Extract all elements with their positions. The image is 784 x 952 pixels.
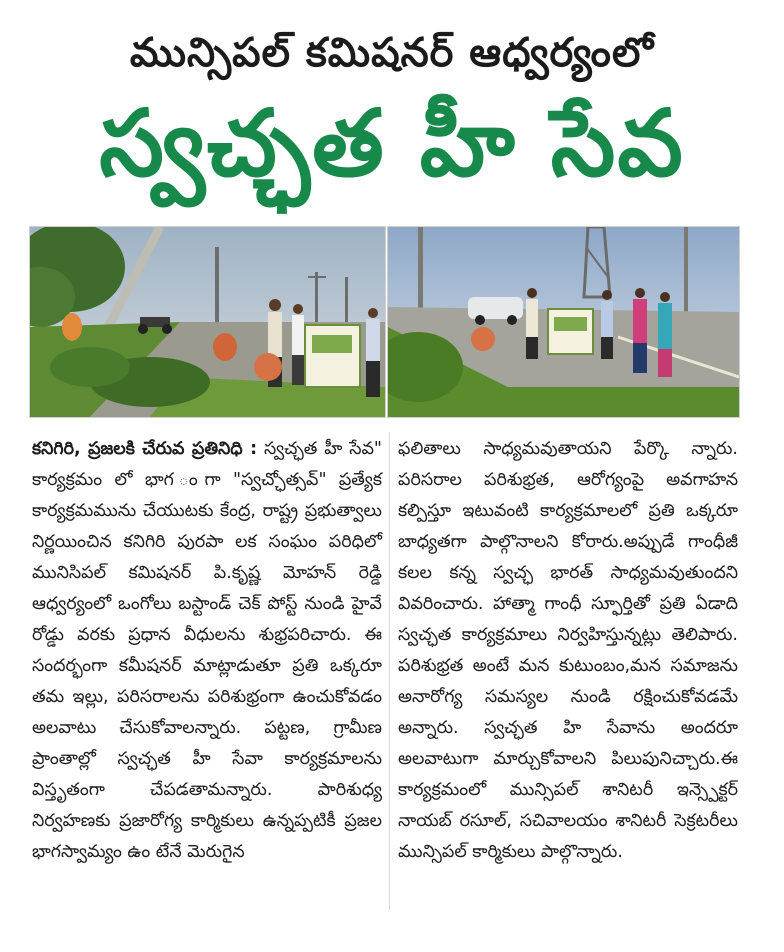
cleanup-photo-right: [387, 226, 740, 418]
article-kicker: మున్సిపల్ కమిషనర్ ఆధ్వర్యంలో: [129, 30, 655, 76]
cleanup-photo-left: [29, 226, 386, 418]
article-headline: స్వచ్ఛత హీ సేవ: [99, 90, 685, 197]
article-body-left: స్వచ్ఛత హీ సేవ" కార్యక్రమం లో భాగ ంగా "స్వచ్ఛోత్సవ్" ప్రత్యేక కార్యక్రమమును చేయుటకు కేంద్ర, రాష్ట్ర ప్రభుత్వాలు నిర్ణయించిన కనిగిరి పురపా లక సంఘం పరిధిలో మునిసిపల్ కమిషనర్ పి.కృష్ణ మోహన్ రెడ్డి ఆధ్వర్యంలో ఒంగోలు బస్టాండ్ చెక్ పోస్ట్ నుండి హైవే రోడ్డు వరకు ప్రధాన వీధులను శుభ్రపరిచారు. ఈ సందర్భంగా కమీషనర్ మాట్లాడుతూ ప్రతి ఒక్కరూ తమ ఇల్లు, పరిసరాలను పరిశుభ్రంగా ఉంచుకోవడం అలవాటు చేసుకోవాలన్నారు. పట్టణ, గ్రామీణ ప్రాంతాల్లో స్వచ్ఛత హీ సేవా కార్యక్రమాలను విస్తృతంగా చేపడతామన్నారు. పారిశుధ్య నిర్వహణకు ప్రజారోగ్య కార్మికులు ఉన్నప్పటికీ ప్రజల భాగస్వామ్యం ఉం టేనే మెరుగైన: [32, 439, 382, 862]
article-dateline: కనిగిరి, ప్రజలకి చేరువ ప్రతినిధి :: [32, 439, 258, 459]
article-column-left: [32, 434, 382, 868]
article-body-right: ఫలితాలు సాధ్యమవుతాయని పేర్కొ న్నారు. పరిసరాల పరిశుభ్రత, ఆరోగ్యంపై అవగాహన కల్పిస్తూ ఇటువంటి కార్యక్రమాలలో ప్రతి ఒక్కరూ బాధ్యతగా పాల్గొనాలని కోరారు.అప్పుడే గాంధీజీ కలల కన్న స్వచ్ఛ భారత్ సాధ్యమవుతుందని వివరించారు. హాత్మా గాంధీ స్ఫూర్తితో ప్రతి ఏడాది స్వచ్ఛత కార్యక్రమాలు నిర్వహిస్తున్నట్లు తెలిపారు. పరిశుభ్రత అంటే మన కుటుంబం,మన సమాజను అనారోగ్య సమస్యల నుండి రక్షించుకోవడమే అన్నారు. స్వచ్ఛత హి సేవాను అందరూ అలవాటుగా మార్చుకోవాలని పిలుపునిచ్చారు.ఈ కార్యక్రమంలో మున్సిపల్ శానిటరీ ఇన్స్పెక్టర్ నాయబ్ రసూల్, సచివాలయం శానిటరీ సెక్రటరీలు మున్సిపల్ కార్మికులు పాల్గొన్నారు.: [398, 439, 738, 862]
column-divider: [389, 432, 390, 910]
article-column-right: [398, 434, 738, 868]
